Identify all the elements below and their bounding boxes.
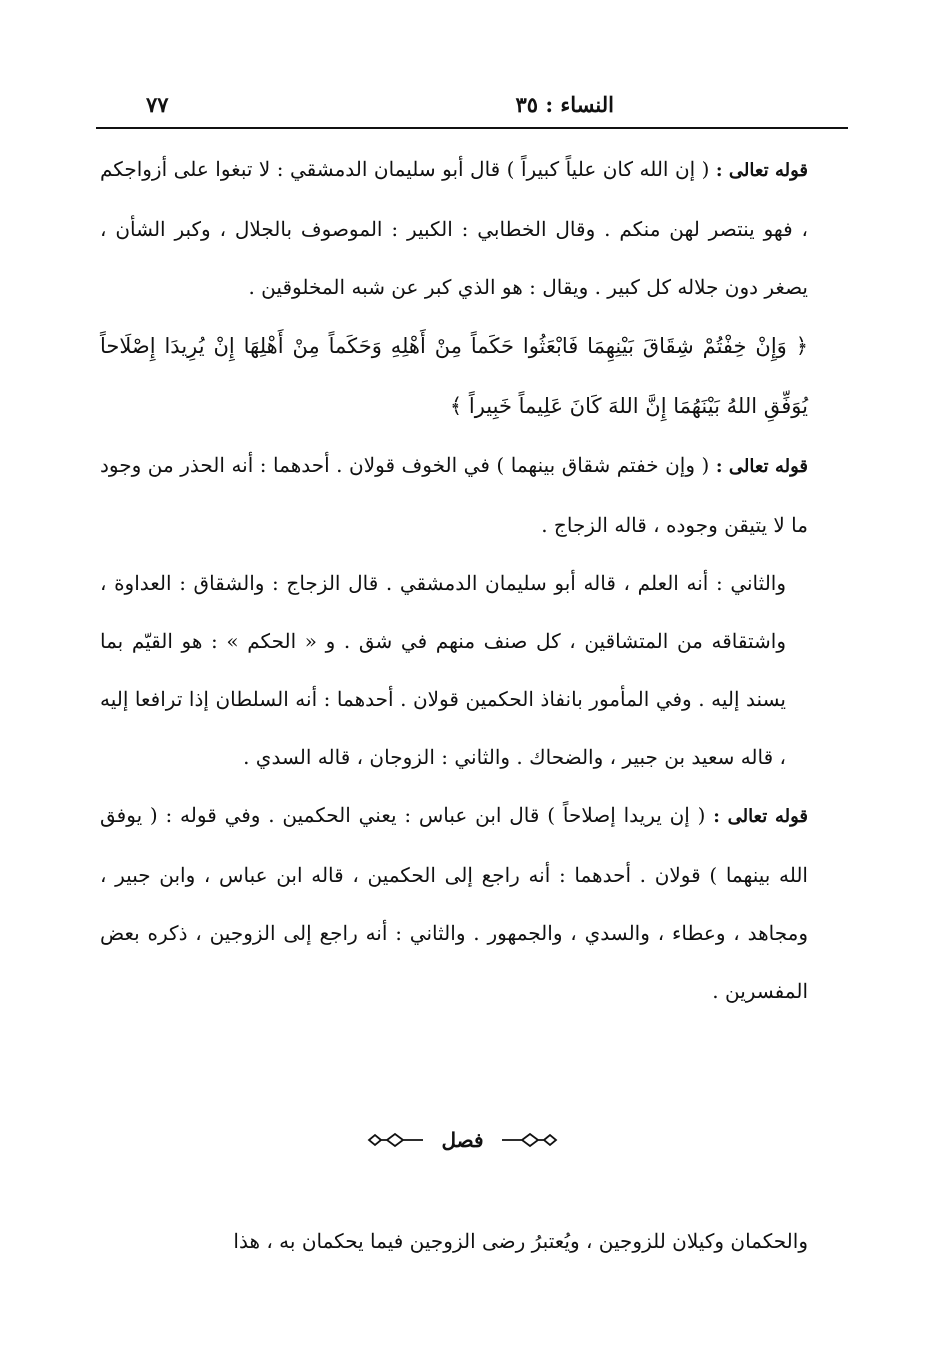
paragraph-5 xyxy=(100,786,808,1020)
paragraph-4 xyxy=(100,554,808,786)
page-header xyxy=(96,86,846,126)
section-heading xyxy=(0,1128,925,1154)
page-number: ٧٧ xyxy=(146,92,169,117)
paragraph-text: ( إن الله كان علياً كبيراً ) قال أبو سليمان الدمشقي : لا تبغوا على أزواجكم ، فهو ينتصر لهن منكم . وقال الخطابي : الكبير : الموصوف بالجلال ، وكبر الشأن ، يصغر دون جلاله كل كبير . ويقال : هو الذي كبر عن شبه المخلوقين . xyxy=(100,157,808,299)
paragraph-label: قوله تعالى : xyxy=(713,806,808,827)
paragraph-1 xyxy=(100,140,808,316)
paragraph-label: قوله تعالى : xyxy=(715,456,808,477)
paragraph-text: ( إن يريدا إصلاحاً ) قال ابن عباس : يعني الحكمين . وفي قوله : ( يوفق الله بينهما ) قولان . أحدهما : أنه راجع إلى الحكمين ، قاله ابن عباس ، وابن جبير ، ومجاهد ، وعطاء ، والسدي ، والجمهور . والثاني : أنه راجع إلى الزوجين ، ذكره بعض المفسرين . xyxy=(100,803,808,1003)
page-body xyxy=(100,140,808,1020)
running-title: النساء : ٣٥ xyxy=(515,92,614,117)
ornament-left-icon xyxy=(365,1130,425,1154)
paragraph-text: ( وإن خفتم شقاق بينهما ) في الخوف قولان . أحدهما : أنه الحذر من وجود ما لا يتيقن وجوده ، قاله الزجاج . xyxy=(100,453,808,537)
paragraph-text: والثاني : أنه العلم ، قاله أبو سليمان الدمشقي . قال الزجاج : والشقاق : العداوة ، واشتقاقه من المتشاقين ، كل صنف منهم في شق . و « الحكم » : هو القيّم بما يسند إليه . وفي المأمور بانفاذ الحكمين قولان . أحدهما : أنه السلطان إذا ترافعا إليه ، قاله سعيد بن جبير ، والضحاك . والثاني : الزوجان ، قاله السدي . xyxy=(100,571,786,769)
paragraph-label: قوله تعالى : xyxy=(715,160,808,181)
continuation-line: والحكمان وكيلان للزوجين ، ويُعتبرُ رضى الزوجين فيما يحكمان به ، هذا xyxy=(233,1229,808,1253)
ornament-right-icon xyxy=(500,1130,560,1154)
paragraph-3 xyxy=(100,436,808,554)
quran-verse: ﴿ وَإِنْ خِفْتُمْ شِقَاقَ بَيْنِهِمَا فَابْعَثُوا حَكَماً مِنْ أَهْلِهِ وَحَكَماً مِنْ أَهْلِهَا إِنْ يُرِيدَا إِصْلَاحاً يُوَفِّقِ اللهُ بَيْنَهُمَا إِنَّ اللهَ كَانَ عَلِيماً خَبِيراً ﴾ xyxy=(100,334,808,418)
header-rule xyxy=(96,127,848,129)
section-title: فصل xyxy=(441,1128,484,1152)
